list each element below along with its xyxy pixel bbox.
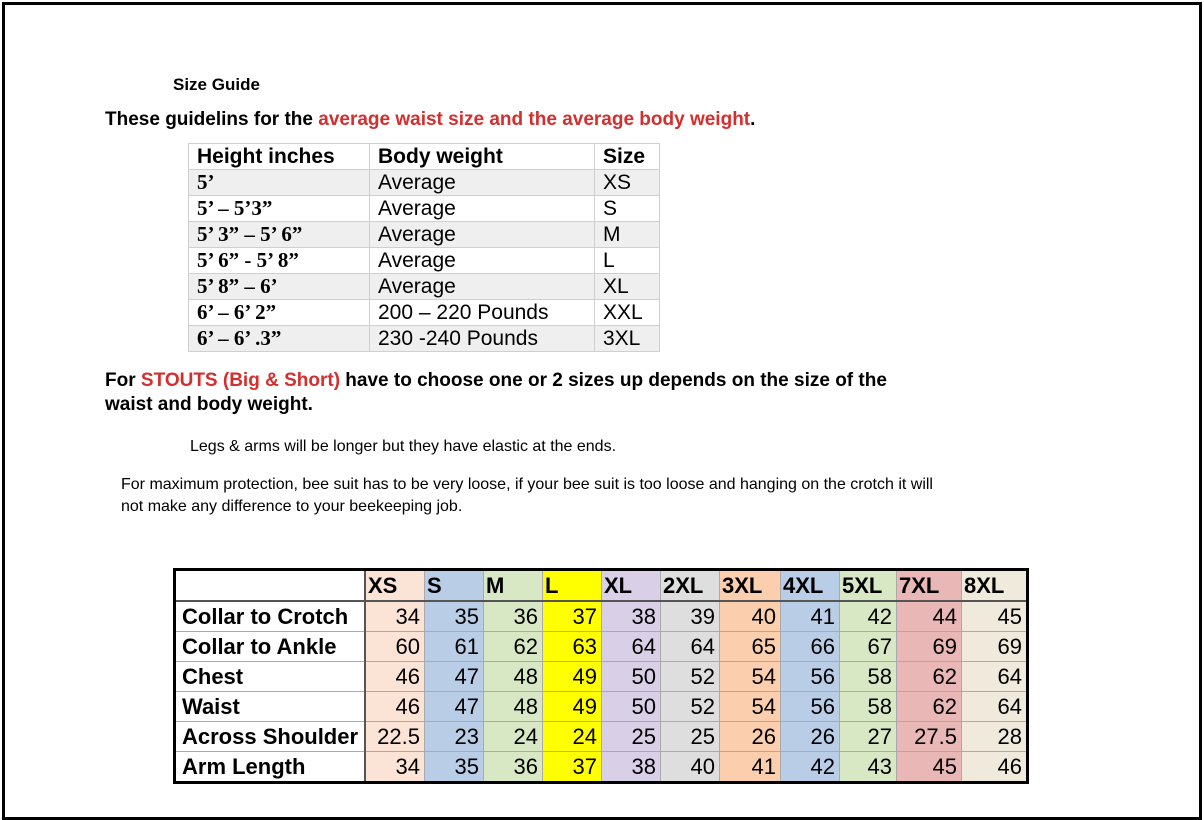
measure-cell: 25 xyxy=(661,722,720,752)
measure-cell: 49 xyxy=(543,662,602,692)
measure-row xyxy=(175,752,1028,783)
measure-cell: 58 xyxy=(840,662,897,692)
height-table-cell: 5’ – 5’3” xyxy=(189,196,370,222)
protection-note: For maximum protection, bee suit has to be very loose, if your bee suit is too loose and hanging on the crotch it will not make any difference to your beekeeping job. xyxy=(121,476,933,515)
height-table-header xyxy=(189,144,660,170)
measurement-table xyxy=(173,568,1029,784)
measure-cell: 65 xyxy=(720,632,781,662)
stouts-prefix: For xyxy=(105,370,141,391)
measure-cell: 69 xyxy=(962,632,1028,662)
height-table-cell: 6’ – 6’ 2” xyxy=(189,300,370,326)
stouts-highlight: STOUTS (Big & Short) xyxy=(140,370,341,391)
measure-cell: 64 xyxy=(602,632,661,662)
stouts-suffix: have to choose one or 2 sizes up depends on the size of the waist and body weight. xyxy=(105,370,887,415)
measure-cell: 52 xyxy=(661,692,720,722)
measure-cell: 50 xyxy=(602,692,661,722)
measure-row-label: Chest xyxy=(175,662,366,692)
height-table-cell: 5’ xyxy=(189,170,370,196)
size-header-xl: XL xyxy=(602,570,661,602)
measure-cell: 44 xyxy=(897,601,962,632)
height-table-cell: Average xyxy=(370,222,595,248)
size-header-7xl: 7XL xyxy=(897,570,962,602)
height-table-cell: XS xyxy=(595,170,660,196)
measure-cell: 26 xyxy=(781,722,840,752)
height-table-row xyxy=(189,274,660,300)
height-table-header-cell: Size xyxy=(595,144,660,170)
height-table-cell: 3XL xyxy=(595,326,660,352)
measure-cell: 61 xyxy=(425,632,484,662)
measure-cell: 69 xyxy=(897,632,962,662)
measure-cell: 64 xyxy=(962,662,1028,692)
measure-cell: 48 xyxy=(484,662,543,692)
measure-cell: 56 xyxy=(781,692,840,722)
height-table-cell: 5’ 3” – 5’ 6” xyxy=(189,222,370,248)
intro-prefix: These guidelins for the xyxy=(105,109,319,130)
height-table-cell: 200 – 220 Pounds xyxy=(370,300,595,326)
measure-cell: 27.5 xyxy=(897,722,962,752)
measure-cell: 58 xyxy=(840,692,897,722)
height-table-cell: Average xyxy=(370,170,595,196)
page-title: Size Guide xyxy=(173,75,260,94)
height-table-row xyxy=(189,222,660,248)
measure-cell: 37 xyxy=(543,752,602,783)
height-table-cell: Average xyxy=(370,248,595,274)
measure-cell: 26 xyxy=(720,722,781,752)
height-table-row xyxy=(189,300,660,326)
height-table-row xyxy=(189,196,660,222)
measure-row-label: Collar to Ankle xyxy=(175,632,366,662)
intro-text xyxy=(105,109,755,131)
measure-cell: 52 xyxy=(661,662,720,692)
measure-cell: 63 xyxy=(543,632,602,662)
measure-cell: 38 xyxy=(602,752,661,783)
measure-cell: 24 xyxy=(543,722,602,752)
measure-cell: 38 xyxy=(602,601,661,632)
size-header-l: L xyxy=(543,570,602,602)
size-header-8xl: 8XL xyxy=(962,570,1028,602)
intro-highlight: average waist size and the average body weight xyxy=(318,109,751,130)
measure-cell: 45 xyxy=(962,601,1028,632)
measure-cell: 35 xyxy=(425,752,484,783)
measure-cell: 49 xyxy=(543,692,602,722)
measure-row xyxy=(175,601,1028,632)
height-table-header-cell: Height inches xyxy=(189,144,370,170)
size-header-s: S xyxy=(425,570,484,602)
measure-row-label: Arm Length xyxy=(175,752,366,783)
measure-row xyxy=(175,632,1028,662)
measure-cell: 46 xyxy=(365,662,425,692)
measure-cell: 36 xyxy=(484,601,543,632)
measure-row xyxy=(175,722,1028,752)
height-size-table xyxy=(188,143,660,352)
height-table-row xyxy=(189,248,660,274)
measure-cell: 22.5 xyxy=(365,722,425,752)
height-table-cell: M xyxy=(595,222,660,248)
size-header-5xl: 5XL xyxy=(840,570,897,602)
height-table-cell: 5’ 8” – 6’ xyxy=(189,274,370,300)
height-table-cell: Average xyxy=(370,274,595,300)
measure-cell: 41 xyxy=(781,601,840,632)
measure-cell: 43 xyxy=(840,752,897,783)
measure-cell: 62 xyxy=(897,692,962,722)
stouts-note xyxy=(105,369,925,417)
measure-cell: 40 xyxy=(661,752,720,783)
measure-cell: 54 xyxy=(720,662,781,692)
measure-cell: 47 xyxy=(425,692,484,722)
measure-cell: 23 xyxy=(425,722,484,752)
measure-table-corner xyxy=(175,570,366,602)
measure-cell: 64 xyxy=(661,632,720,662)
measure-cell: 45 xyxy=(897,752,962,783)
height-table-cell: L xyxy=(595,248,660,274)
measure-cell: 42 xyxy=(781,752,840,783)
measure-cell: 28 xyxy=(962,722,1028,752)
size-header-2xl: 2XL xyxy=(661,570,720,602)
size-header-4xl: 4XL xyxy=(781,570,840,602)
measure-cell: 42 xyxy=(840,601,897,632)
measure-cell: 60 xyxy=(365,632,425,662)
measure-cell: 67 xyxy=(840,632,897,662)
measure-cell: 46 xyxy=(962,752,1028,783)
measure-cell: 48 xyxy=(484,692,543,722)
measure-row-label: Across Shoulder xyxy=(175,722,366,752)
measure-cell: 62 xyxy=(897,662,962,692)
intro-suffix: . xyxy=(750,109,756,130)
height-table-cell: 6’ – 6’ .3” xyxy=(189,326,370,352)
measure-cell: 64 xyxy=(962,692,1028,722)
measure-cell: 41 xyxy=(720,752,781,783)
measure-cell: 50 xyxy=(602,662,661,692)
height-table-row xyxy=(189,170,660,196)
size-header-3xl: 3XL xyxy=(720,570,781,602)
measure-cell: 47 xyxy=(425,662,484,692)
legs-arms-note: Legs & arms will be longer but they have elastic at the ends. xyxy=(190,438,617,455)
height-table-cell: XL xyxy=(595,274,660,300)
measure-cell: 62 xyxy=(484,632,543,662)
measure-cell: 34 xyxy=(365,752,425,783)
measure-cell: 35 xyxy=(425,601,484,632)
measure-cell: 36 xyxy=(484,752,543,783)
measure-cell: 25 xyxy=(602,722,661,752)
measure-row xyxy=(175,662,1028,692)
measure-row-label: Waist xyxy=(175,692,366,722)
height-table-cell: S xyxy=(595,196,660,222)
measure-cell: 46 xyxy=(365,692,425,722)
measure-row xyxy=(175,692,1028,722)
measure-cell: 56 xyxy=(781,662,840,692)
measure-cell: 27 xyxy=(840,722,897,752)
measure-cell: 40 xyxy=(720,601,781,632)
measure-cell: 66 xyxy=(781,632,840,662)
measure-cell: 54 xyxy=(720,692,781,722)
measure-cell: 39 xyxy=(661,601,720,632)
size-header-xs: XS xyxy=(365,570,425,602)
measure-row-label: Collar to Crotch xyxy=(175,601,366,632)
size-header-m: M xyxy=(484,570,543,602)
measure-cell: 34 xyxy=(365,601,425,632)
page-frame xyxy=(2,2,1202,820)
height-table-cell: 5’ 6” - 5’ 8” xyxy=(189,248,370,274)
height-table-cell: Average xyxy=(370,196,595,222)
measure-cell: 24 xyxy=(484,722,543,752)
measure-table-header xyxy=(175,570,1028,602)
height-table-row xyxy=(189,326,660,352)
measure-cell: 37 xyxy=(543,601,602,632)
height-table-cell: 230 -240 Pounds xyxy=(370,326,595,352)
height-table-header-cell: Body weight xyxy=(370,144,595,170)
height-table-cell: XXL xyxy=(595,300,660,326)
